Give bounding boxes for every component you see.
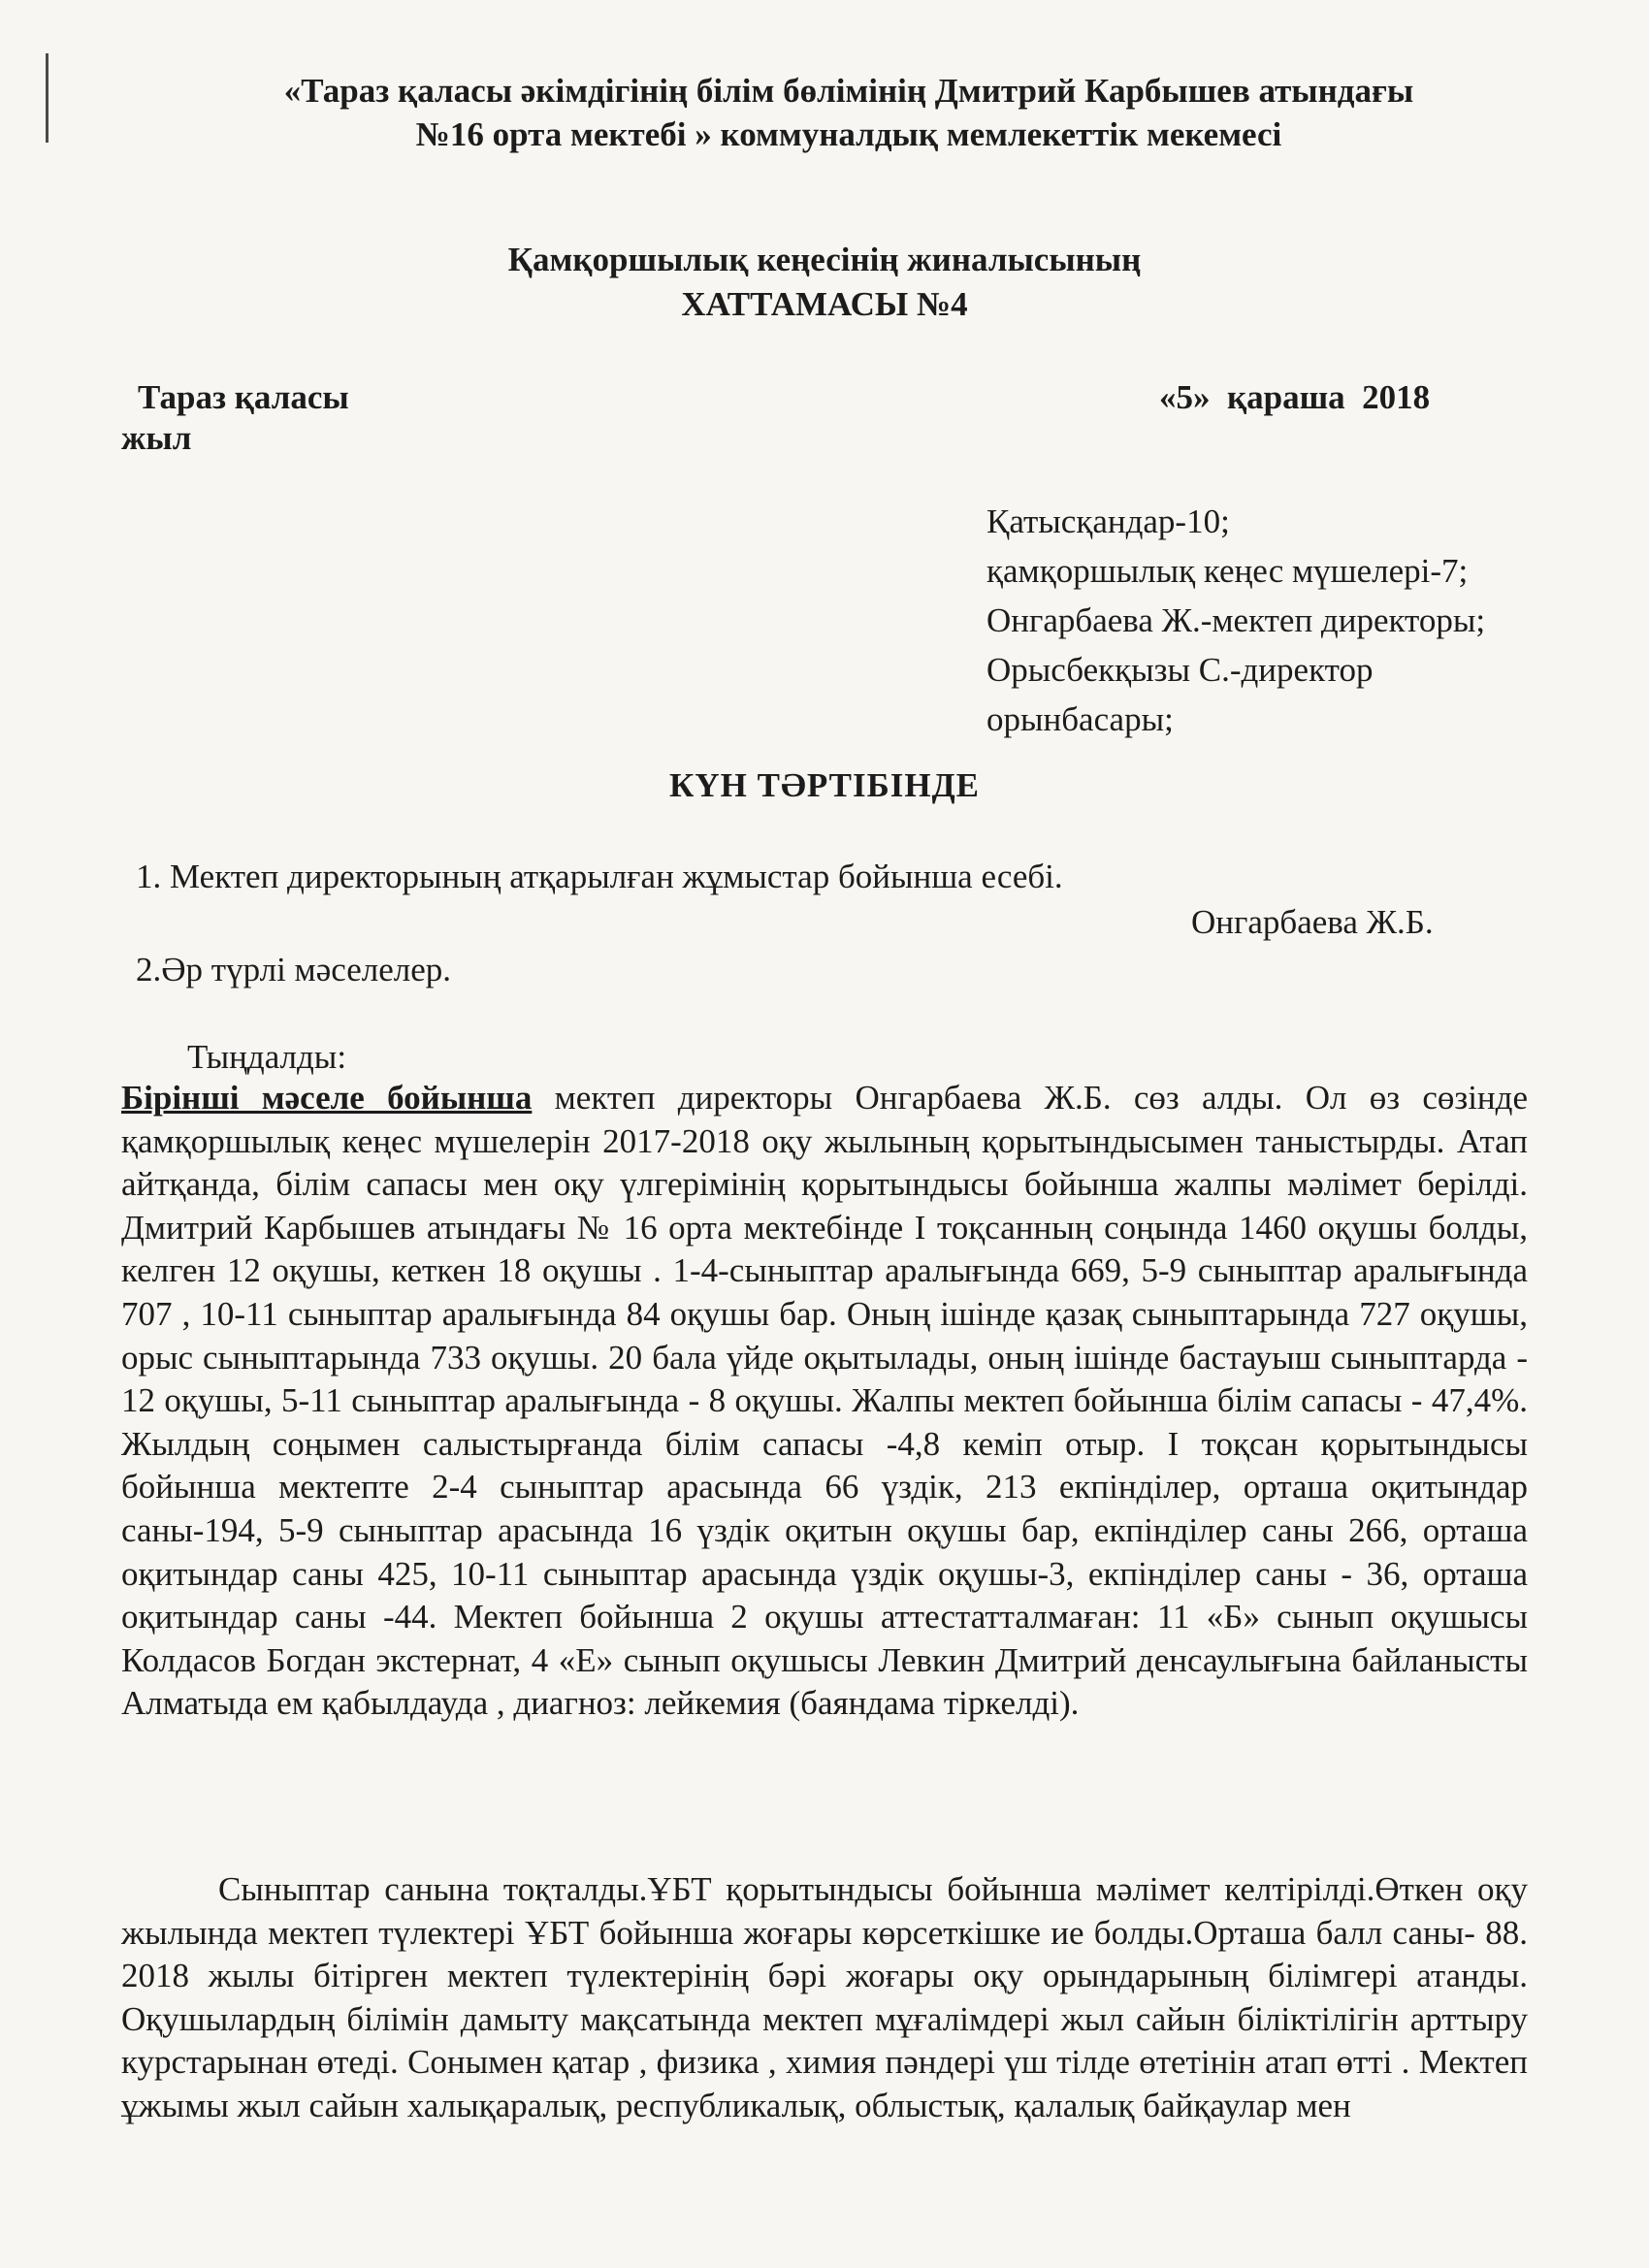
document-title-line2: ХАТТАМАСЫ №4: [681, 285, 968, 323]
agenda-item-1-responsible: Онгарбаева Ж.Б.: [1191, 903, 1434, 941]
attendee-line: Қатысқандар-10;: [986, 502, 1230, 540]
org-name-line2: №16 орта мектебі » коммуналдық мемлекеттік мекемесі: [415, 115, 1282, 153]
org-name-line1: «Тараз қаласы әкімдігінің білім бөлімінің Дмитрий Карбышев атындағы: [283, 72, 1414, 110]
year-label: жыл: [121, 419, 192, 457]
agenda-item-2: 2.Әр түрлі мәселелер.: [136, 951, 451, 988]
first-issue-lead: Бірінші мәселе бойынша: [121, 1079, 533, 1117]
attendee-line: қамқоршылық кеңес мүшелері-7;: [986, 552, 1469, 590]
paragraph-first-issue: [121, 1077, 1528, 1726]
agenda-item-1: 1. Мектеп директорының атқарылған жұмыстар бойынша есебі.: [136, 858, 1063, 895]
attendee-line: орынбасары;: [986, 700, 1174, 738]
city-label: Тараз қаласы: [138, 378, 349, 416]
attendees-list: [986, 497, 1485, 744]
attendee-line: Онгарбаева Ж.-мектеп директоры;: [986, 601, 1486, 639]
paragraph-classes: Сыныптар санына тоқталды.ҰБТ қорытындысы бойынша мәлімет келтірілді.Өткен оқу жылында мектеп түлектері ҰБТ бойынша жоғары көрсеткішке ие болды.Орташа балл саны- 88. 2018 жылы бітірген мектеп түлектерінің бәрі жоғары оқу орындарының білімгері атанды. Оқушылардың білімін дамыту мақсатында мектеп мұғалімдері жыл сайын біліктілігін арттыру курстарынан өтеді. Сонымен қатар , физика , химия пәндері үш тілде өтетінін атап өтті . Мектеп ұжымы жыл сайын халықаралық, республикалық, облыстық, қалалық байқаулар мен: [121, 1870, 1528, 2124]
document-title-line1: Қамқоршылық кеңесінің жиналысының: [507, 241, 1142, 278]
meeting-date: «5» қараша 2018: [1159, 378, 1431, 416]
heard-label: Тыңдалды:: [187, 1038, 347, 1076]
first-issue-text: мектеп директоры Онгарбаева Ж.Б. сөз алды. Ол өз сөзінде қамқоршылық кеңес мүшелерін 2017-2018 оқу жылының қорытындысымен таныстырды. Атап айтқанда, білім сапасы мен оқу үлгерімінің қорытындысы бойынша жалпы мәлімет берілді. Дмитрий Карбышев атындағы № 16 орта мектебінде І тоқсанның соңында 1460 оқушы болды, келген 12 оқушы, кеткен 18 оқушы . 1-4-сыныптар аралығында 669, 5-9 сыныптар аралығында 707 , 10-11 сыныптар аралығында 84 оқушы бар. Оның ішінде қазақ сыныптарында 727 оқушы, орыс сыныптарында 733 оқушы. 20 бала үйде оқытылады, оның ішінде бастауыш сыныптарда - 12 оқушы, 5-11 сыныптар аралығында - 8 оқушы. Жалпы мектеп бойынша білім сапасы - 47,4%. Жылдың соңымен салыстырғанда білім сапасы -4,8 кеміп отыр. І тоқсан қорытындысы бойынша мектепте 2-4 сыныптар арасында 66 үздік, 213 екпінділер, орташа оқитындар саны-194, 5-9 сыныптар арасында 16 үздік оқитын оқушы бар, екпінділер саны 266, орташа оқитындар саны 425, 10-11 сыныптар арасында үздік оқушы-3, екпінділер саны - 36, орташа оқитындар саны -44. Мектеп бойынша 2 оқушы аттестатталмаған: 11 «Б» сынып оқушысы Колдасов Богдан экстернат, 4 «Е» сынып оқушысы Левкин Дмитрий денсаулығына байланысты Алматыда ем қабылдауда , диагноз: лейкемия (баяндама тіркелді).: [121, 1079, 1528, 1723]
agenda-title: КҮН ТӘРТІБІНДЕ: [668, 766, 980, 804]
attendee-line: Орысбекқызы С.-директор: [986, 651, 1374, 689]
